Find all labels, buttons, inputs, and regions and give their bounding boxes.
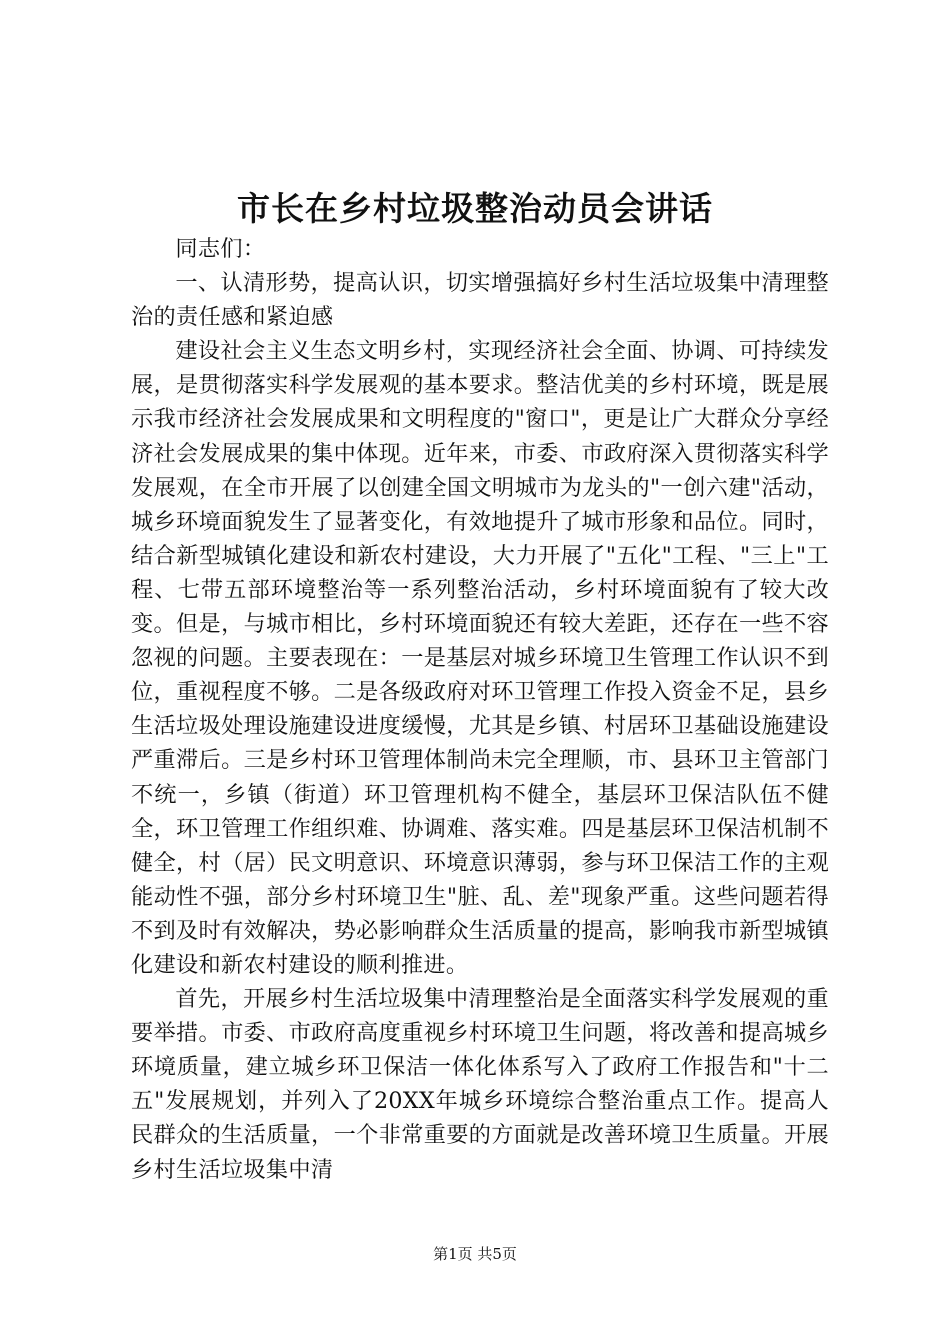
salutation-paragraph: 同志们： (175, 236, 266, 262)
body-paragraph: 首先，开展乡村生活垃圾集中清理整治是全面落实科学发展观的重要举措。市委、市政府高度重视乡村环境卫生问题，将改善和提高城乡环境质量，建立城乡环卫保洁一体化体系写入了政府工作报告和"十二五"发展规划，并列入了20XX年城乡环境综合整治重点工作。提高人民群众的生活质量，一个非常重要的方面就是改善环境卫生质量。开展乡村生活垃圾集中清 (131, 986, 829, 1183)
section-heading-paragraph: 一、认清形势，提高认识，切实增强搞好乡村生活垃圾集中清理整治的责任感和紧迫感 (131, 270, 829, 331)
document-title: 市长在乡村垃圾整治动员会讲话 (237, 189, 713, 228)
document-body (131, 232, 829, 1187)
body-paragraph: 建设社会主义生态文明乡村，实现经济社会全面、协调、可持续发展，是贯彻落实科学发展观的基本要求。整洁优美的乡村环境，既是展示我市经济社会发展成果和文明程度的"窗口"，更是让广大群众分享经济社会发展成果的集中体现。近年来，市委、市政府深入贯彻落实科学发展观，在全市开展了以创建全国文明城市为龙头的"一创六建"活动，城乡环境面貌发生了显著变化，有效地提升了城市形象和品位。同时，结合新型城镇化建设和新农村建设，大力开展了"五化"工程、"三上"工程、七带五部环境整治等一系列整治活动，乡村环境面貌有了较大改变。但是，与城市相比，乡村环境面貌还有较大差距，还存在一些不容忽视的问题。主要表现在：一是基层对城乡环境卫生管理工作认识不到位，重视程度不够。二是各级政府对环卫管理工作投入资金不足，县乡生活垃圾处理设施建设进度缓慢，尤其是乡镇、村居环卫基础设施建设严重滞后。三是乡村环卫管理体制尚未完全理顺，市、县环卫主管部门不统一，乡镇（街道）环卫管理机构不健全，基层环卫保洁队伍不健全，环卫管理工作组织难、协调难、落实难。四是基层环卫保洁机制不健全，村（居）民文明意识、环境意识薄弱，参与环卫保洁工作的主观能动性不强，部分乡村环境卫生"脏、乱、差"现象严重。这些问题若得不到及时有效解决，势必影响群众生活质量的提高，影响我市新型城镇化建设和新农村建设的顺利推进。 (131, 338, 829, 978)
page-footer: 第1页 共5页 (433, 1245, 517, 1263)
